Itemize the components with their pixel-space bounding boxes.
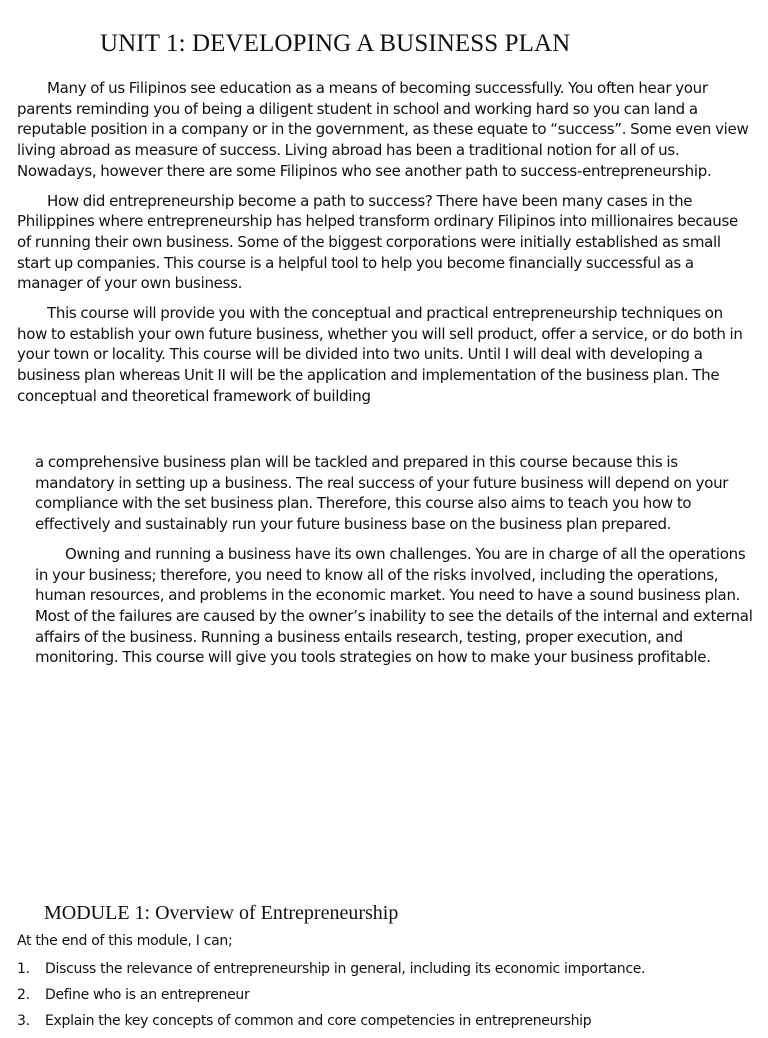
paragraph-continued: a comprehensive business plan will be tackled and prepared in this course because this is mandatory in setting up a business. The real success of your future business will depend on your compliance with the set business plan. Therefore, this course also aims to teach you how to effectively and sustainably run your future business base on the business plan prepared. [35,453,729,534]
objective-number: 1. [17,961,30,977]
objectives-list [17,960,757,1038]
module-title: MODULE 1: Overview of Entrepreneurship [44,902,399,924]
objective-number: 3. [17,1013,30,1029]
objective-text: Explain the key concepts of common and core competencies in entrepreneurship [45,1013,592,1029]
objective-item [17,986,757,1012]
objective-item [17,1012,757,1038]
objective-text: Discuss the relevance of entrepreneurship in general, including its economic importance. [45,961,646,977]
objective-item [17,960,757,986]
continued-text-block [35,452,757,677]
paragraph: How did entrepreneurship become a path to success? There have been many cases in the Philippines where entrepreneurship has helped transform ordinary Filipinos into millionaires because of running their own business. Some of the biggest corporations were initially established as small start up companies. This course is a helpful tool to help you become financially successful as a manager of your own business. [17,191,738,293]
module-intro: At the end of this module, I can; [17,933,233,949]
intro-text-block [17,78,751,416]
objective-text: Define who is an entrepreneur [45,987,250,1003]
paragraph: Owning and running a business have its own challenges. You are in charge of all the operations in your business; therefore, you need to know all of the risks involved, including the operations, human resources, and problems in the economic market. You need to have a sound business plan. Most of the failures are caused by the owner’s inability to see the details of the internal and external affairs of the business. Running a business entails research, testing, proper execution, and monitoring. This course will give you tools strategies on how to make your business profitable. [35,544,753,667]
objective-number: 2. [17,987,30,1003]
page-title: UNIT 1: DEVELOPING A BUSINESS PLAN [100,30,571,57]
paragraph: Many of us Filipinos see education as a means of becoming successfully. You often hear your parents reminding you of being a diligent student in school and working hard so you can land a reputable position in a company or in the government, as these equate to “success”. Some even view living abroad as measure of success. Living abroad has been a traditional notion for all of us. Nowadays, however there are some Filipinos who see another path to success-entrepreneurship. [17,79,749,180]
paragraph: This course will provide you with the conceptual and practical entrepreneurship techniques on how to establish your own future business, whether you will sell product, offer a service, or do both in your town or locality. This course will be divided into two units. Until I will deal with developing a business plan whereas Unit II will be the application and implementation of the business plan. The conceptual and theoretical framework of building [17,304,743,405]
